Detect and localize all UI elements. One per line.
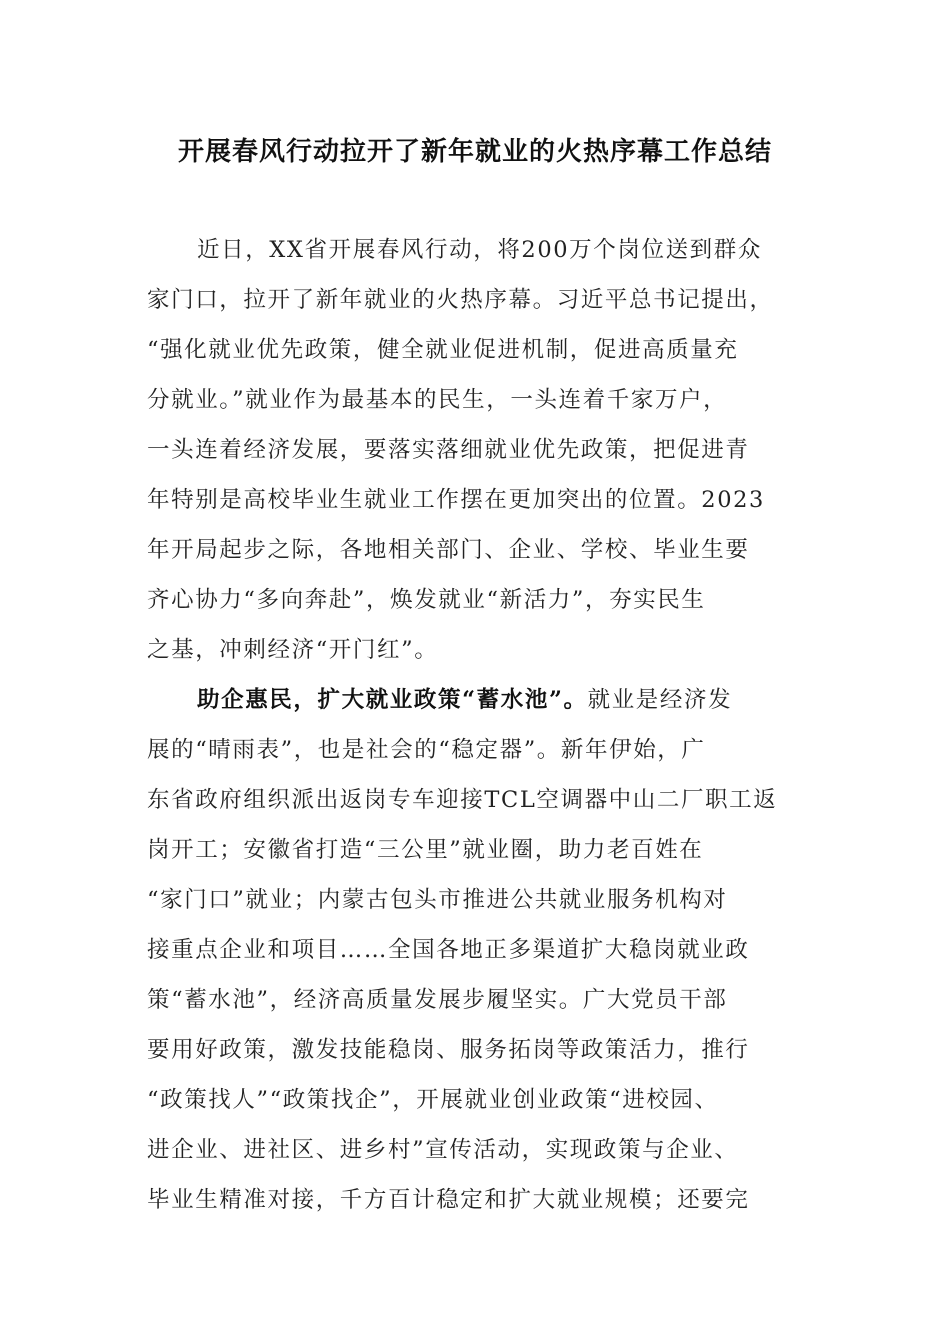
paragraph-line: 策“蓄水池”，经济高质量发展步履坚实。广大党员干部	[147, 987, 728, 1013]
paragraph-line: 之基，冲刺经济“开门红”。	[147, 637, 439, 663]
paragraph-line: 近日，XX省开展春风行动，将200万个岗位送到群众	[197, 237, 762, 263]
paragraph-line: 家门口，拉开了新年就业的火热序幕。习近平总书记提出，	[147, 287, 774, 313]
paragraph-line: “政策找人”“政策找企”，开展就业创业政策“进校园、	[147, 1087, 719, 1113]
paragraph-line: 毕业生精准对接，千方百计稳定和扩大就业规模；还要完	[147, 1187, 750, 1213]
paragraph-line: 岗开工；安徽省打造“三公里”就业圈，助力老百姓在	[147, 837, 704, 863]
paragraph-line: 进企业、进社区、进乡村”宣传活动，实现政策与企业、	[147, 1137, 739, 1163]
document-body	[147, 225, 807, 1225]
paragraph-line: 年开局起步之际，各地相关部门、企业、学校、毕业生要	[147, 537, 750, 563]
paragraph-line: 接重点企业和项目……全国各地正多渠道扩大稳岗就业政	[147, 937, 750, 963]
paragraph-line: 展的“晴雨表”，也是社会的“稳定器”。新年伊始，广	[147, 737, 706, 763]
paragraph-line: “强化就业优先政策，健全就业促进机制，促进高质量充	[147, 337, 739, 363]
paragraph-2	[147, 675, 807, 1225]
document-title: 开展春风行动拉开了新年就业的火热序幕工作总结	[177, 137, 772, 167]
paragraph-line: 要用好政策，激发技能稳岗、服务拓岗等政策活力，推行	[147, 1037, 750, 1063]
paragraph-1	[147, 225, 807, 675]
paragraph-line: 一头连着经济发展，要落实落细就业优先政策，把促进青	[147, 437, 750, 463]
paragraph-text: 就业是经济发	[587, 687, 733, 713]
paragraph-line: 分就业。”就业作为最基本的民生，一头连着千家万户，	[147, 387, 728, 413]
paragraph-line: “家门口”就业；内蒙古包头市推进公共就业服务机构对	[147, 887, 728, 913]
paragraph-line: 齐心协力“多向奔赴”，焕发就业“新活力”，夯实民生	[147, 587, 706, 613]
section-heading: 助企惠民，扩大就业政策“蓄水池”。	[197, 687, 588, 713]
paragraph-first-line	[147, 675, 807, 725]
paragraph-line: 年特别是高校毕业生就业工作摆在更加突出的位置。2023	[147, 487, 765, 513]
paragraph-line: 东省政府组织派出返岗专车迎接TCL空调器中山二厂职工返	[147, 787, 778, 813]
